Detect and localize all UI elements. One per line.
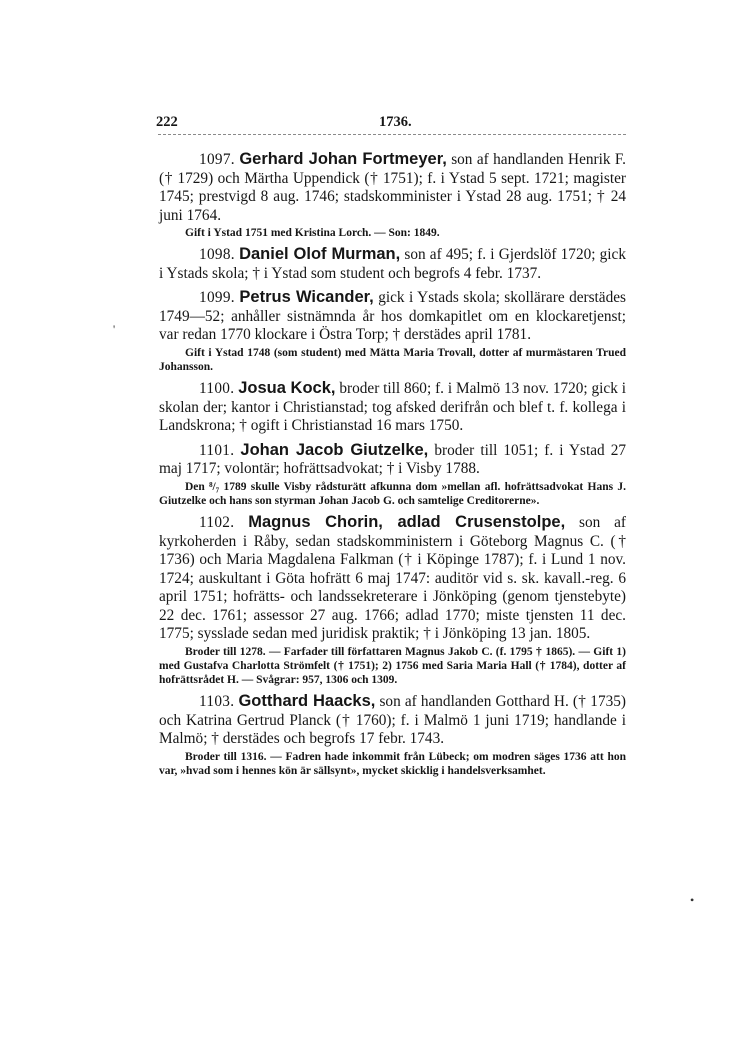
entry-text: broder till 860; f. i Malmö 13 nov. 1720; gick i skolan der; kantor i Christianstad; tog afsked derifrån och blef t. f. kollega i Landskrona; † ogift i Christianstad 16 mars 1750. <box>159 380 626 435</box>
entry-number: 1100. <box>199 380 235 398</box>
entry-number: 1103. <box>199 693 235 711</box>
entry-note: Gift i Ystad 1748 (som student) med Mätta Maria Trovall, dotter af murmästaren Trued Johansson. <box>159 346 626 373</box>
entry-text: son af 495; f. i Gjerdslöf 1720; gick i Ystads skola; † i Ystad som student och begrofs 4 febr. 1737. <box>159 246 626 282</box>
entry-body <box>159 245 626 283</box>
entry-number: 1101. <box>199 441 235 459</box>
entry-body <box>159 288 626 345</box>
running-header-year: 1736. <box>379 114 412 130</box>
entry-1103 <box>159 692 626 778</box>
entry-text: son af handlanden Henrik F. († 1729) och Märtha Uppendick († 1751); f. i Ystad 5 sept. 1721; magister 1745; prestvigd 8 aug. 1746; stadskomminister i Ystad 28 aug. 1751; † 24 juni 1764. <box>159 151 627 224</box>
entry-name: Johan Jacob Giutzelke, <box>240 440 429 459</box>
entry-1097 <box>159 150 626 240</box>
entries-column <box>159 150 626 783</box>
entry-note: Den ⁸/₇ 1789 skulle Visby rådsturätt afkunna dom »mellan afl. hofrättsadvokat Hans J. Giutzelke och hans son styrman Johan Jacob G. och samtelige Creditorerne». <box>159 480 626 507</box>
entry-number: 1097. <box>199 151 235 168</box>
entry-text: broder till 1051; f. i Ystad 27 maj 1717; volontär; hofrättsadvokat; † i Visby 1788. <box>159 441 627 478</box>
page-number: 222 <box>156 114 178 130</box>
entry-name: Gotthard Haacks, <box>238 692 376 711</box>
entry-body <box>159 692 626 749</box>
entry-name: Josua Kock, <box>238 379 336 398</box>
entry-note: Broder till 1278. — Farfader till författaren Magnus Jakob C. (f. 1795 † 1865). — Gift 1) med Gustafva Charlotta Strömfelt († 1751); 2) 1756 med Saria Maria Hall († 1784), dotter af hofrättsrådet H. — Svågrar: 957, 1306 och 1309. <box>159 645 626 686</box>
margin-mark-right: • <box>690 893 695 907</box>
entry-text: son af kyrkoherden i Råby, sedan stadskomministern i Göteborg Magnus C. († 1736) och Maria Magdalena Falkman († i Köpinge 1787); f. i Lund 1 nov. 1724; auskultant i Göta hofrätt 6 maj 1747: auditör vid s. sk. kavall.-reg. 6 april 1751; hofrätts- och landssekreterare i Jönköping (genom tjenstebyte) 22 dec. 1761; assessor 27 aug. 1766; adlad 1770; miste tjensten 11 dec. 1775; sysslade sedan med juridisk praktik; † i Jönköping 13 jan. 1805. <box>159 514 626 643</box>
header-rule <box>158 134 626 135</box>
entry-name: Magnus Chorin, adlad Crusenstolpe, <box>248 513 566 532</box>
entry-name: Petrus Wicander, <box>239 288 374 307</box>
entry-1099 <box>159 288 626 374</box>
entry-name: Gerhard Johan Fortmeyer, <box>239 150 447 168</box>
entry-body <box>159 441 626 479</box>
entry-number: 1099. <box>199 289 235 307</box>
entry-name: Daniel Olof Murman, <box>239 245 401 264</box>
entry-number: 1098. <box>199 246 235 264</box>
entry-1102 <box>159 513 626 687</box>
page-header <box>156 114 626 134</box>
entry-number: 1102. <box>199 514 235 532</box>
entry-text: son af handlanden Gotthard H. († 1735) och Katrina Gertrud Planck († 1760); f. i Malmö 1 juni 1719; handlande i Malmö; † derstädes och begrofs 17 febr. 1743. <box>159 693 626 748</box>
entry-1100 <box>159 379 626 436</box>
entry-body <box>159 379 626 436</box>
entry-1098 <box>159 245 626 283</box>
entry-note: Gift i Ystad 1751 med Kristina Lorch. — Son: 1849. <box>185 227 440 239</box>
entry-text: gick i Ystads skola; skollärare derstädes 1749—52; anhåller sistnämnda år hos domkapitlet om en klockaretjenst; var redan 1770 klockare i Östra Torp; † derstädes april 1781. <box>159 289 626 344</box>
entry-1101 <box>159 441 626 508</box>
entry-body <box>159 513 626 644</box>
entry-note: Broder till 1316. — Fadren hade inkommit från Lübeck; om modren säges 1736 att hon var, »hvad som i hennes kön är sällsynt», mycket skicklig i handelsverksamhet. <box>159 750 626 777</box>
entry-body <box>159 150 626 225</box>
margin-mark-left: ' <box>113 322 116 336</box>
